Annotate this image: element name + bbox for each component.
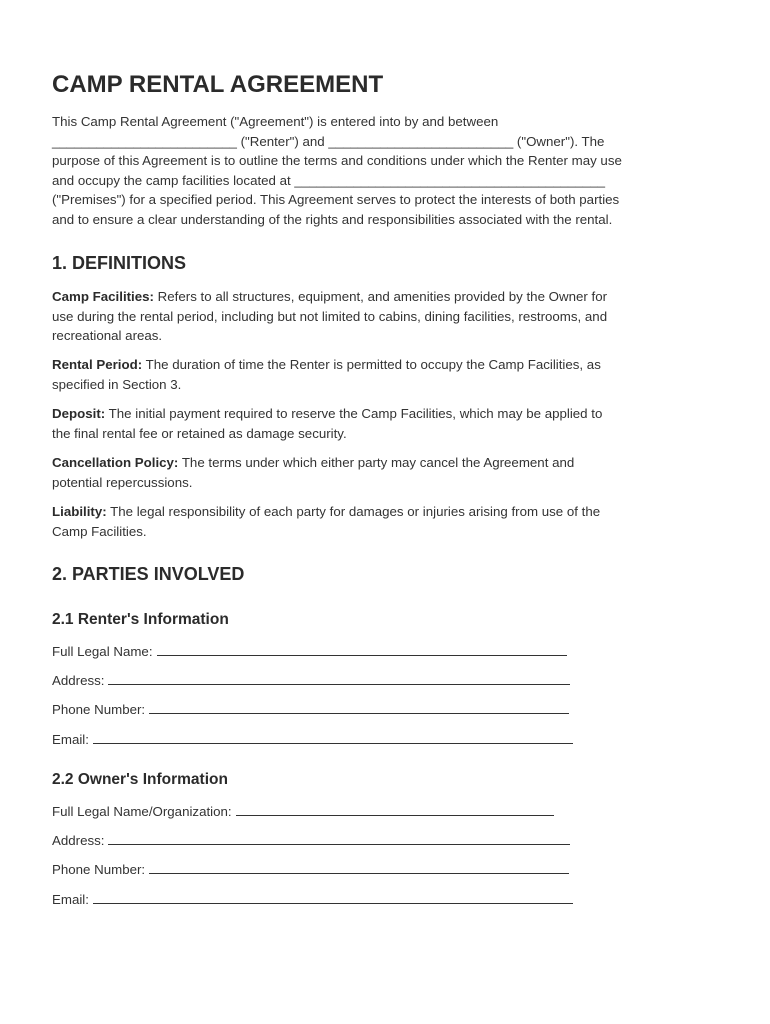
owner-email-field <box>52 891 573 909</box>
definition-text: Refers to all structures, equipment, and amenities provided by the Owner for <box>153 289 608 304</box>
definition-rental-period <box>52 355 722 394</box>
definition-text: The initial payment required to reserve the Camp Facilities, which may be applied to <box>105 406 603 421</box>
owner-phone-field <box>52 861 569 879</box>
definition-cancellation-policy <box>52 453 722 492</box>
field-label: Phone Number: <box>52 862 146 877</box>
definition-term: Rental Period: <box>52 357 143 372</box>
owner-address-field <box>52 832 570 850</box>
owner-address-blank[interactable] <box>108 832 570 845</box>
definition-text: the final rental fee or retained as damage security. <box>52 425 347 441</box>
renter-full-name-blank[interactable] <box>157 643 567 656</box>
definition-term: Cancellation Policy: <box>52 455 179 470</box>
renter-email-blank[interactable] <box>93 731 573 744</box>
parties-heading: 2. PARTIES INVOLVED <box>52 564 245 584</box>
field-label: Full Legal Name: <box>52 644 153 659</box>
renter-phone-blank[interactable] <box>149 701 569 714</box>
owner-phone-blank[interactable] <box>149 861 569 874</box>
owner-email-blank[interactable] <box>93 891 573 904</box>
field-label: Phone Number: <box>52 702 146 717</box>
intro-line: ("Premises") for a specified period. This Agreement serves to protect the interests of both parties <box>52 192 620 208</box>
definition-text: The duration of time the Renter is permitted to occupy the Camp Facilities, as <box>142 357 601 372</box>
renter-address-field <box>52 672 570 690</box>
field-label: Email: <box>52 732 89 747</box>
intro-paragraph <box>52 112 722 230</box>
definition-term: Liability: <box>52 504 107 519</box>
definition-deposit <box>52 404 722 443</box>
field-label: Address: <box>52 673 105 688</box>
owner-full-name-blank[interactable] <box>236 803 554 816</box>
definition-liability <box>52 502 722 541</box>
definitions-heading: 1. DEFINITIONS <box>52 253 187 273</box>
owner-info-heading: 2.2 Owner's Information <box>52 771 228 788</box>
definition-term: Deposit: <box>52 406 106 421</box>
field-label: Full Legal Name/Organization: <box>52 804 232 819</box>
intro-line: purpose of this Agreement is to outline the terms and conditions under which the Renter may use <box>52 153 622 169</box>
renter-email-field <box>52 731 573 749</box>
intro-line: This Camp Rental Agreement ("Agreement") is entered into by and between <box>52 114 499 129</box>
definition-text: Camp Facilities. <box>52 523 147 539</box>
renter-phone-field <box>52 701 569 719</box>
definition-text: The terms under which either party may cancel the Agreement and <box>178 455 575 470</box>
definition-text: The legal responsibility of each party for damages or injuries arising from use of the <box>106 504 601 519</box>
intro-line: and to ensure a clear understanding of the rights and responsibilities associated with the rental. <box>52 211 613 227</box>
field-label: Email: <box>52 892 89 907</box>
definition-text: recreational areas. <box>52 328 163 344</box>
renter-address-blank[interactable] <box>108 672 570 685</box>
definition-camp-facilities <box>52 287 722 346</box>
renter-full-name-field <box>52 643 567 661</box>
intro-line: and occupy the camp facilities located at __________________________________________ <box>52 172 606 188</box>
document-title: CAMP RENTAL AGREEMENT <box>52 71 384 98</box>
field-label: Address: <box>52 833 105 848</box>
definition-text: potential repercussions. <box>52 474 193 490</box>
definition-term: Camp Facilities: <box>52 289 154 304</box>
owner-full-name-field <box>52 803 554 821</box>
renter-info-heading: 2.1 Renter's Information <box>52 611 229 628</box>
definition-text: use during the rental period, including but not limited to cabins, dining facilities, restrooms, and <box>52 308 608 324</box>
definition-text: specified in Section 3. <box>52 376 182 392</box>
intro-line: _________________________ ("Renter") and _________________________ ("Owner"). The <box>52 133 605 149</box>
